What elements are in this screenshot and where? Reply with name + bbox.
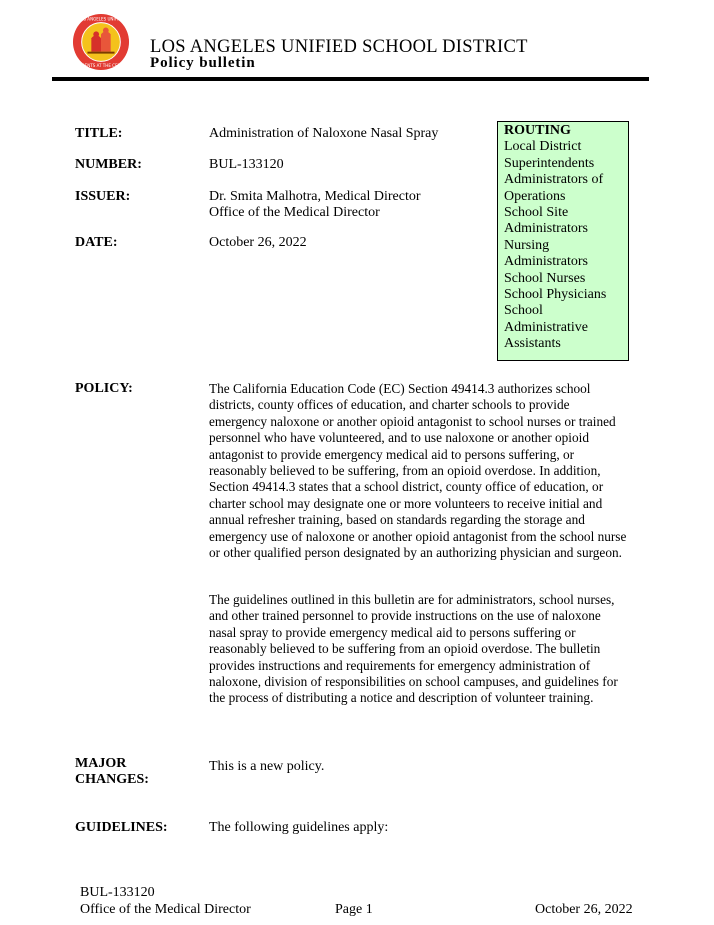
major-changes-value: This is a new policy.: [209, 759, 325, 774]
routing-item: School Nurses: [504, 270, 586, 286]
footer-date: October 26, 2022: [535, 902, 633, 917]
routing-item: Administrators of Operations: [504, 172, 604, 204]
routing-item: Nursing Administrators: [504, 237, 588, 270]
routing-item: Local District Superintendents: [504, 139, 595, 171]
lausd-seal-logo: [72, 13, 130, 71]
guidelines-label: GUIDELINES:: [75, 820, 168, 835]
title-label: TITLE:: [75, 126, 123, 141]
major-changes-label-line1: MAJOR: [75, 756, 127, 771]
footer-doc-number: BUL-133120: [80, 885, 155, 900]
date-value: October 26, 2022: [209, 235, 307, 250]
routing-item: School Site Administrators: [504, 205, 588, 237]
routing-item: School Administrative Assistants: [504, 303, 588, 352]
major-changes-label-line2: CHANGES:: [75, 772, 149, 787]
routing-title: ROUTING: [504, 123, 571, 138]
date-label: DATE:: [75, 235, 118, 250]
footer-page-number: Page 1: [335, 902, 373, 917]
number-label: NUMBER:: [75, 157, 142, 172]
policy-paragraph-2: The guidelines outlined in this bulletin are for administrators, school nurses, and other trained personnel to provide instructions on the use of naloxone nasal spray to provide emergency medical aid to persons suffering or reasonably believed to be suffering from an opioid overdose. The bulletin provides instructions and requirements for emergency administration of naloxone, division of responsibilities on school campuses, and guidelines for the process of distributing a notice and description of volunteer training.: [209, 592, 618, 706]
policy-label: POLICY:: [75, 381, 133, 396]
issuer-label: ISSUER:: [75, 189, 131, 204]
footer-office: Office of the Medical Director: [80, 902, 251, 917]
policy-paragraph-1: The California Education Code (EC) Section 49414.3 authorizes school districts, county offices of education, and charter schools to provide emergency naloxone or another opioid antagonist to school nurses or trained personnel who have volunteered, and to use naloxone or another opioid antagonist to provide emergency medical aid to persons suffering, or reasonably believed to be suffering, from an opioid overdose. In addition, Section 49414.3 states that a school district, county office of education, or charter school may designate one or more volunteers to receive initial and annual refresher training, based on standards regarding the storage and emergency use of naloxone or another opioid antagonist from the school nurse or other qualified person designated by an authorizing physician and surgeon.: [209, 381, 627, 561]
issuer-name: Dr. Smita Malhotra, Medical Director: [209, 189, 421, 204]
guidelines-value: The following guidelines apply:: [209, 820, 389, 835]
routing-item: School Physicians: [504, 287, 607, 303]
bulletin-subtitle: Policy bulletin: [150, 55, 256, 71]
svg-text:LOS ANGELES UNIFIED: LOS ANGELES UNIFIED: [78, 16, 124, 22]
org-name: LOS ANGELES UNIFIED SCHOOL DISTRICT: [150, 37, 528, 57]
issuer-office: Office of the Medical Director: [209, 205, 380, 220]
header-rule: [52, 77, 649, 81]
svg-text:STUDENTS AT THE CENTER: STUDENTS AT THE CENTER: [73, 63, 129, 69]
routing-box: [497, 121, 629, 361]
title-value: Administration of Naloxone Nasal Spray: [209, 126, 439, 141]
number-value: BUL-133120: [209, 157, 284, 172]
